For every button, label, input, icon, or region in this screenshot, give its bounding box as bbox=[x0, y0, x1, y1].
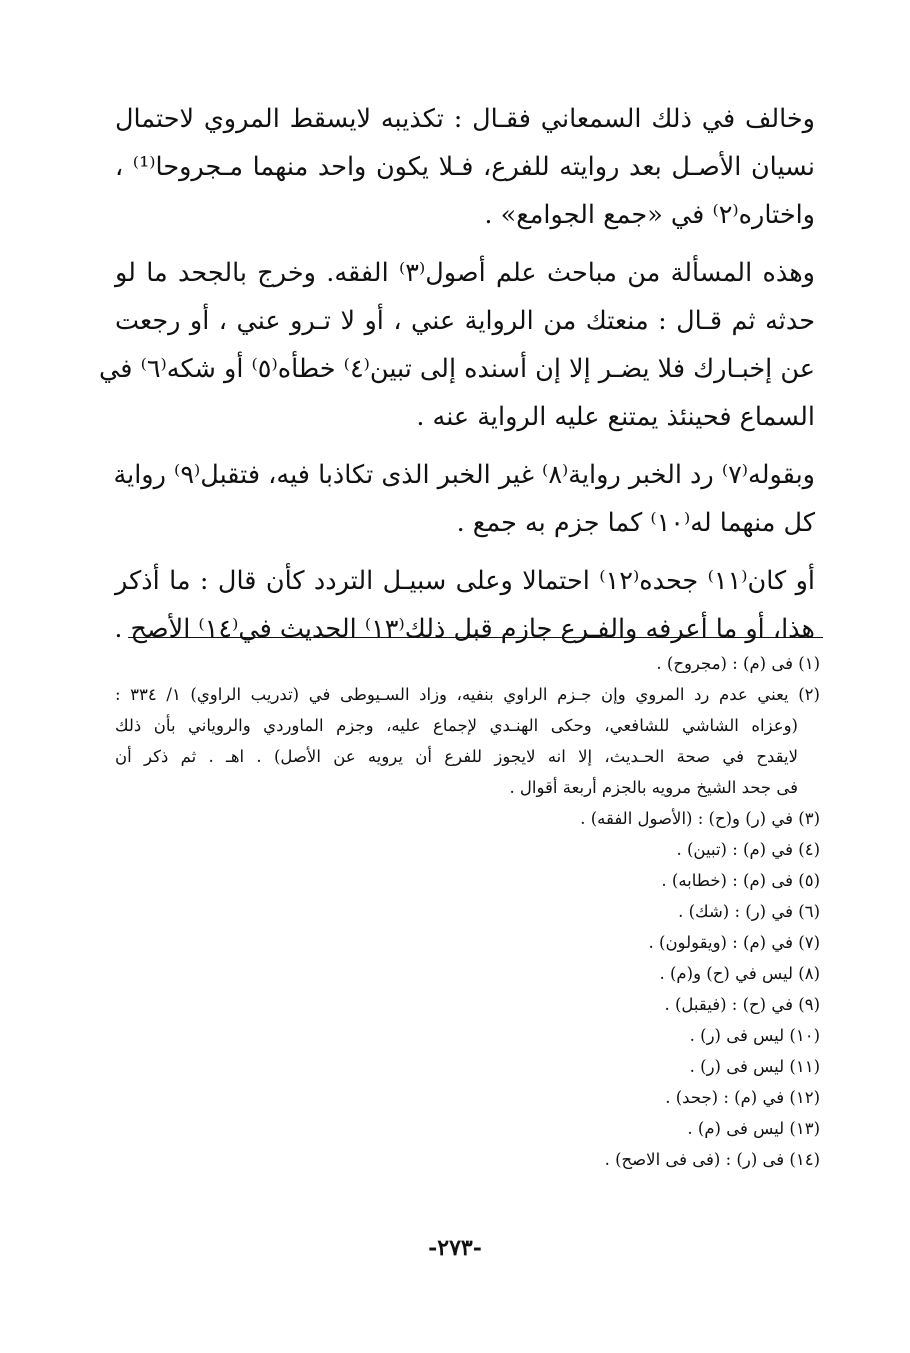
text-line: حدثه ثم قـال : منعتك من الرواية عني ، أو لا تـرو عني ، أو رجعت bbox=[115, 306, 815, 336]
footnote: (٩) في (ح) : (فيقبل) . bbox=[664, 995, 820, 1014]
footnote: (١٠) ليس فى (ر) . bbox=[689, 1026, 820, 1045]
footnotes bbox=[115, 648, 820, 1175]
text-line: أو كان⁽١١⁾ جحده⁽١٢⁾ احتمالا وعلى سبيـل التردد كأن قال : ما أذكر bbox=[115, 566, 816, 596]
text-line: نسيان الأصـل بعد روايته للفرع، فـلا يكون واحد منهما مـجروحا⁽¹⁾ ، bbox=[115, 152, 815, 182]
footnote: (٢) يعني عدم رد المروي وإن جـزم الراوي بنفيه، وزاد السـيوطى في (تدريب الراوي) ١/ ٣٣٤ : bbox=[115, 685, 820, 704]
footnote: (١٤) فى (ر) : (فى فى الاصح) . bbox=[604, 1150, 820, 1169]
paragraph-1 bbox=[115, 95, 815, 239]
footnote-continuation: فى جحد الشيخ مرويه بالجزم أربعة أقوال . bbox=[509, 778, 798, 797]
text-line: وخالف في ذلك السمعاني فقـال : تكذيبه لايسقط المروي لاحتمال bbox=[115, 104, 815, 134]
paragraph-3 bbox=[115, 451, 815, 547]
main-text bbox=[99, 95, 816, 663]
footnote: (٧) في (م) : (ويقولون) . bbox=[648, 933, 820, 952]
text-line: واختاره⁽٢⁾ في «جمع الجوامع» . bbox=[484, 200, 815, 230]
text-line: السماع فحينئذ يمتنع عليه الرواية عنه . bbox=[416, 402, 815, 432]
footnote: (١٣) ليس فى (م) . bbox=[687, 1119, 820, 1138]
footnote: (٨) ليس في (ح) و(م) . bbox=[659, 964, 820, 983]
page-number: -٢٧٣- bbox=[428, 1235, 482, 1261]
text-line: وبقوله⁽٧⁾ رد الخبر رواية⁽٨⁾ غير الخبر الذى تكاذبا فيه، فتقبل⁽٩⁾ رواية bbox=[113, 460, 815, 490]
paragraph-4 bbox=[115, 557, 815, 653]
footnote-continuation: لايقدح في صحة الحـديث، إلا انه لايجوز للفرع أن يرويه عن الأصل) . اهـ . ثم ذكر أن bbox=[115, 747, 798, 766]
text-line: عن إخبـارك فلا يضـر إلا إن أسنده إلى تبين⁽٤⁾ خطأه⁽٥⁾ أو شكه⁽٦⁾ في bbox=[99, 354, 815, 384]
text-line: هذا، أو ما أعرفه والفـرع جازم قبل ذلك⁽١٣⁾ الحديث في⁽١٤⁾ الأصح . bbox=[114, 614, 815, 644]
footnote: (٤) في (م) : (تبين) . bbox=[676, 840, 820, 859]
footnote-separator bbox=[128, 637, 823, 638]
footnote: (١١) ليس فى (ر) . bbox=[689, 1057, 820, 1076]
footnote-continuation: (وعزاه الشاشي للشافعي، وحكى الهنـدي لإجماع عليه، وجزم الماوردي والروياني بأن ذلك bbox=[115, 716, 798, 735]
footnote: (٥) فى (م) : (خطابه) . bbox=[661, 871, 820, 890]
footnote: (١٢) في (م) : (جحد) . bbox=[665, 1088, 820, 1107]
paragraph-2 bbox=[99, 249, 815, 441]
footnote: (٣) في (ر) و(ح) : (الأصول الفقه) . bbox=[580, 809, 820, 828]
text-line: كل منهما له⁽١٠⁾ كما جزم به جمع . bbox=[456, 508, 815, 538]
text-line: وهذه المسألة من مباحث علم أصول⁽٣⁾ الفقه. وخرج بالجحد ما لو bbox=[115, 258, 815, 288]
footnote: (١) فى (م) : (مجروح) . bbox=[656, 654, 820, 673]
footnote: (٦) في (ر) : (شك) . bbox=[678, 902, 820, 921]
